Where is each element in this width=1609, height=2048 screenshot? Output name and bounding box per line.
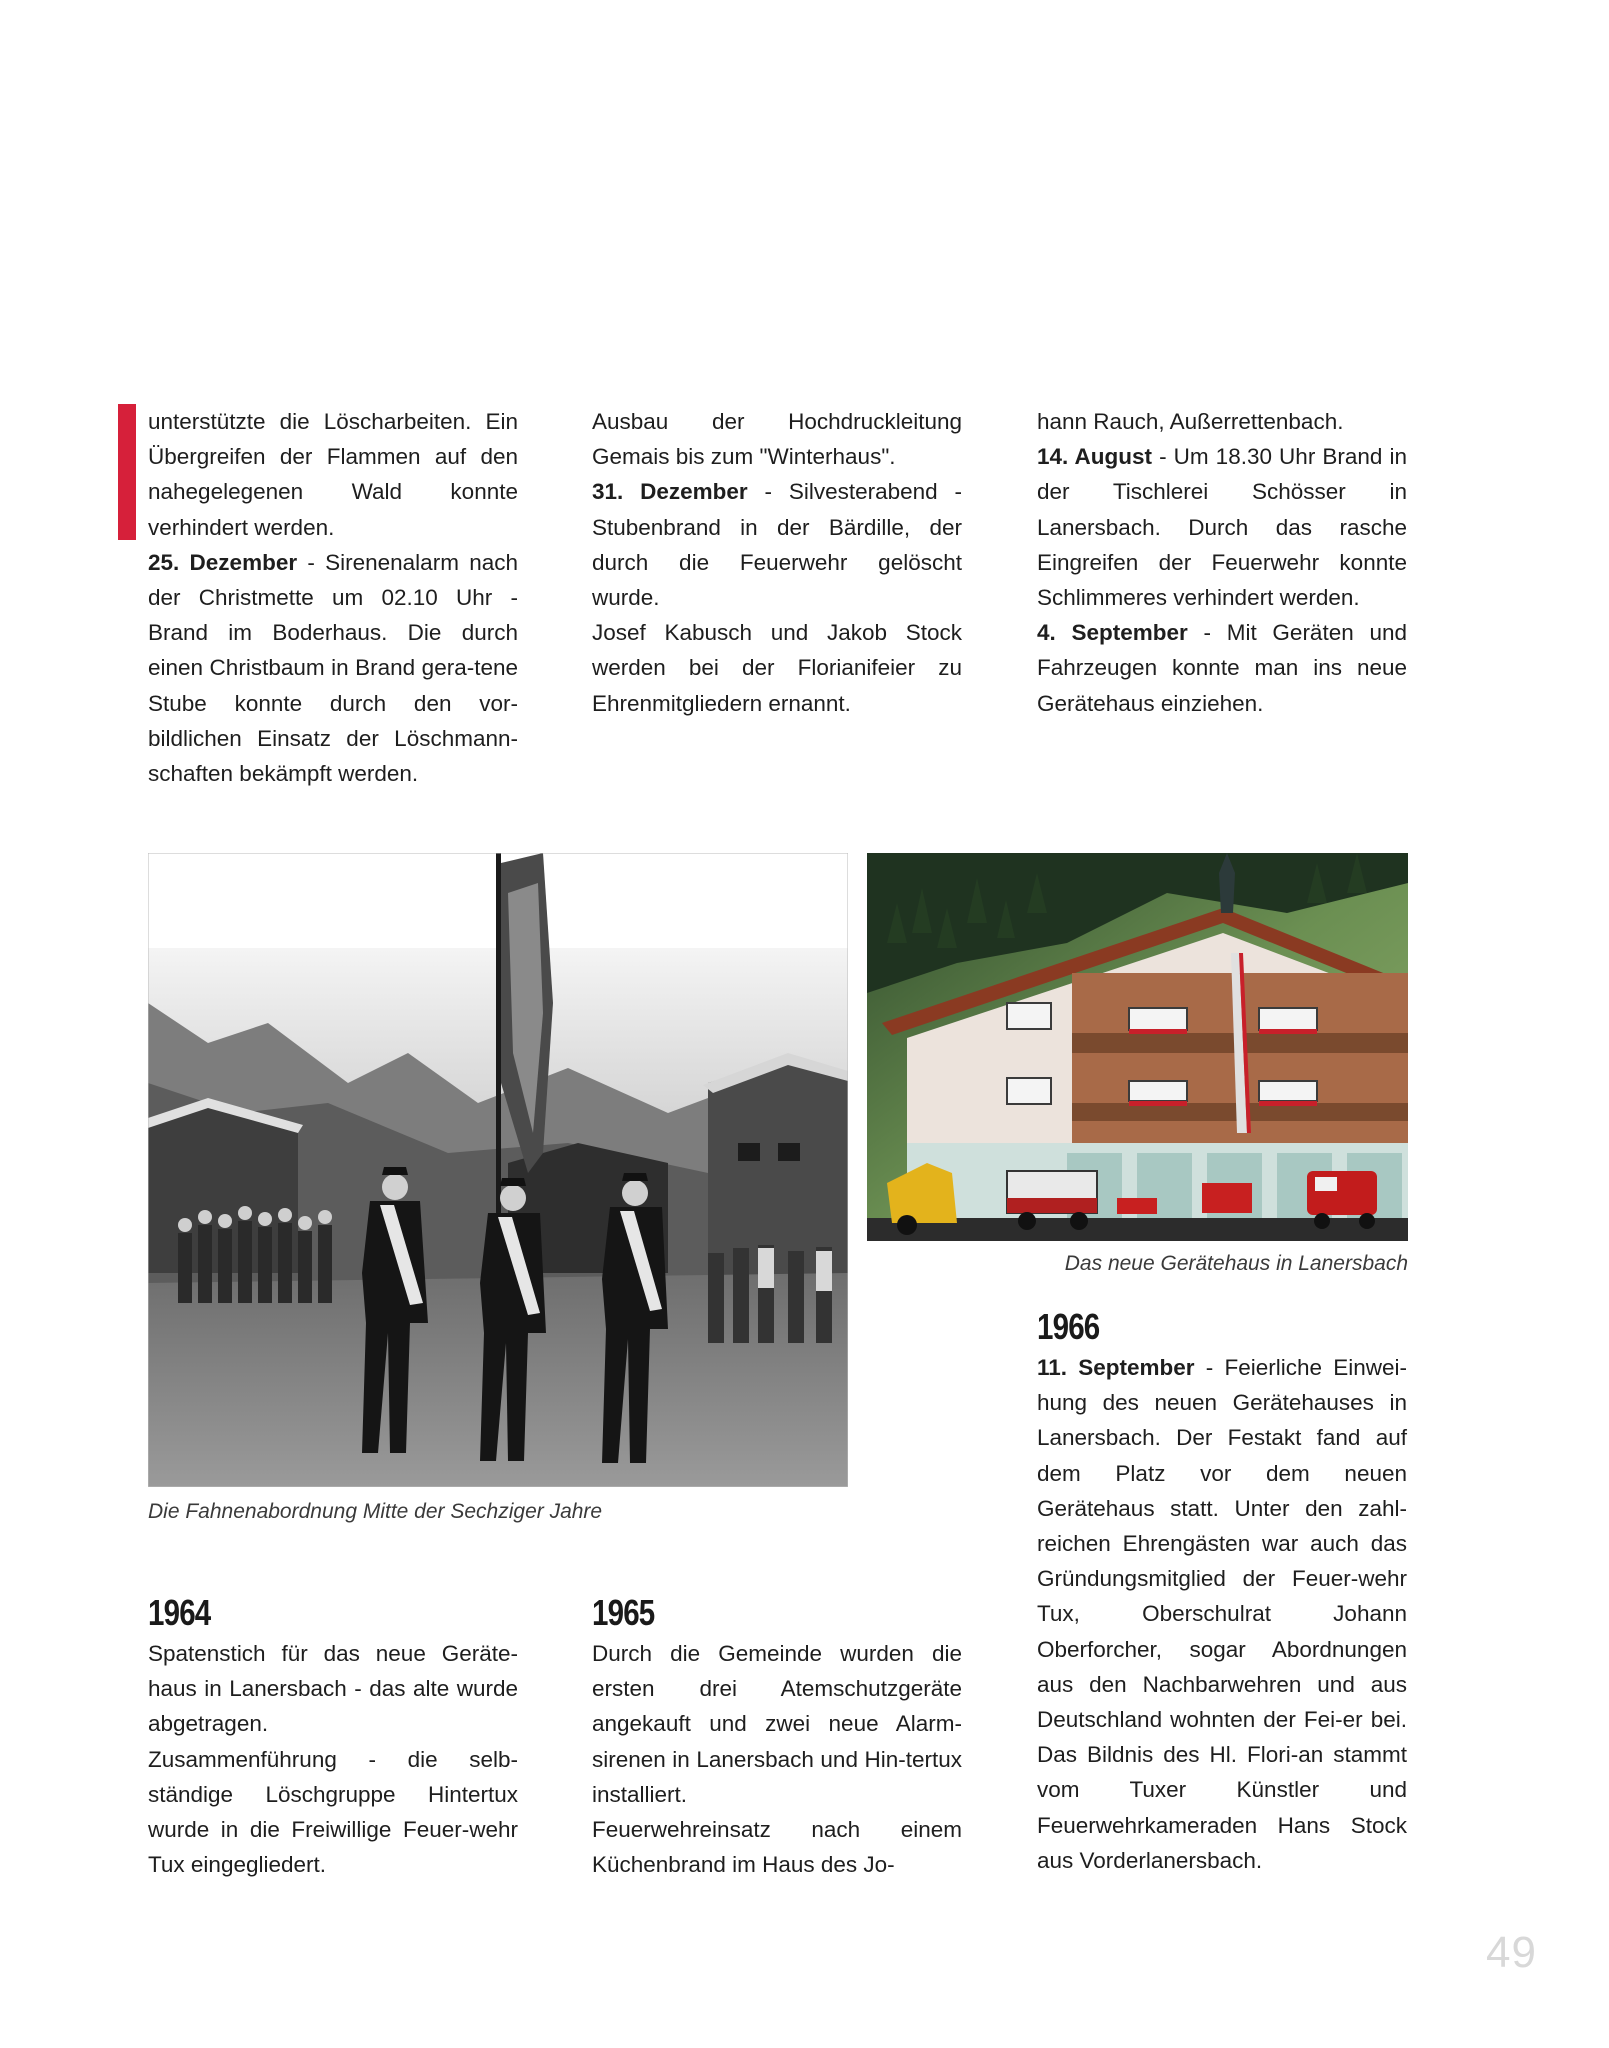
column-2-top — [592, 404, 962, 721]
section-1965 — [592, 1592, 962, 1882]
photo-flag-delegation — [148, 853, 848, 1487]
column-3-top — [1037, 404, 1407, 721]
paragraph: Zusammenführung - die selb-ständige Löschgruppe Hintertux wurde in die Freiwillige Feuer-wehr Tux eingegliedert. — [148, 1746, 518, 1878]
date-label: 4. September — [1037, 620, 1188, 646]
page-number: 49 — [1486, 1928, 1537, 1977]
paragraph-text: - Mit Geräten und Fahrzeugen konnte man ins neue Gerätehaus einziehen. — [1037, 620, 1407, 716]
section-1966 — [1037, 1306, 1407, 1878]
paragraph: Spatenstich für das neue Geräte-haus in Lanersbach - das alte wurde abgetragen. — [148, 1641, 518, 1737]
date-label: 25. Dezember — [148, 549, 298, 575]
date-label: 14. August — [1037, 444, 1152, 470]
date-label: 31. Dezember — [592, 479, 748, 505]
paragraph: hann Rauch, Außerrettenbach. — [1037, 409, 1344, 434]
caption-left-photo: Die Fahnenabordnung Mitte der Sechziger Jahre — [148, 1500, 603, 1523]
paragraph — [1037, 439, 1407, 615]
section-1964 — [148, 1592, 518, 1882]
paragraph — [148, 545, 518, 791]
paragraph-text: - Silvesterabend - Stubenbrand in der Bärdille, der durch die Feuerwehr gelöscht wurde. — [592, 479, 962, 611]
date-label: 11. September — [1037, 1355, 1195, 1380]
paragraph — [1037, 615, 1407, 721]
accent-bar — [118, 404, 136, 540]
year-heading: 1964 — [148, 1592, 211, 1633]
year-heading: 1965 — [592, 1592, 655, 1633]
paragraph: Josef Kabusch und Jakob Stock werden bei der Florianifeier zu Ehrenmitgliedern ernannt. — [592, 620, 962, 716]
paragraph: Durch die Gemeinde wurden die ersten drei Atemschutzgeräte angekauft und zwei neue Alarm-sirenen in Lanersbach und Hin-tertux installiert. — [592, 1641, 962, 1807]
paragraph-text: - Feierliche Einwei-hung des neuen Gerätehauses in Lanersbach. Der Festakt fand auf dem Platz vor dem neuen Gerätehaus statt. Unter den zahl-reichen Ehrengästen war auch das Gründungsmitglied der Feuer-wehr Tux, Oberschulrat Johann Oberforcher, sogar Abordnungen aus den Nachbarwehren und aus Deutschland wohnten der Fei-er bei. Das Bildnis des Hl. Flori-an stammt vom Tuxer Künstler und Feuerwehrkameraden Hans Stock aus Vorderlanersbach. — [1037, 1355, 1407, 1873]
paragraph — [1037, 1350, 1407, 1878]
paragraph — [592, 474, 962, 615]
paragraph-text: - Um 18.30 Uhr Brand in der Tischlerei Schösser in Lanersbach. Durch das rasche Eingreifen der Feuerwehr konnte Schlimmeres verhindert werden. — [1037, 444, 1407, 611]
column-1-top — [148, 404, 518, 791]
caption-right-photo: Das neue Gerätehaus in Lanersbach — [1064, 1252, 1408, 1275]
paragraph: unterstützte die Löscharbeiten. Ein Übergreifen der Flammen auf den nahegelegenen Wald konnte verhindert werden. — [148, 409, 518, 540]
year-heading: 1966 — [1037, 1306, 1100, 1347]
photo-fire-station — [867, 853, 1408, 1241]
paragraph: Ausbau der Hochdruckleitung Gemais bis zum "Winterhaus". — [592, 409, 962, 470]
paragraph-text: - Sirenenalarm nach der Christmette um 02.10 Uhr - Brand im Boderhaus. Die durch einen Christbaum in Brand gera-tene Stube konnte durch den vor-bildlichen Einsatz der Löschmann-schaften bekämpft werden. — [148, 549, 518, 787]
paragraph: Feuerwehreinsatz nach einem Küchenbrand im Haus des Jo- — [592, 1817, 962, 1878]
